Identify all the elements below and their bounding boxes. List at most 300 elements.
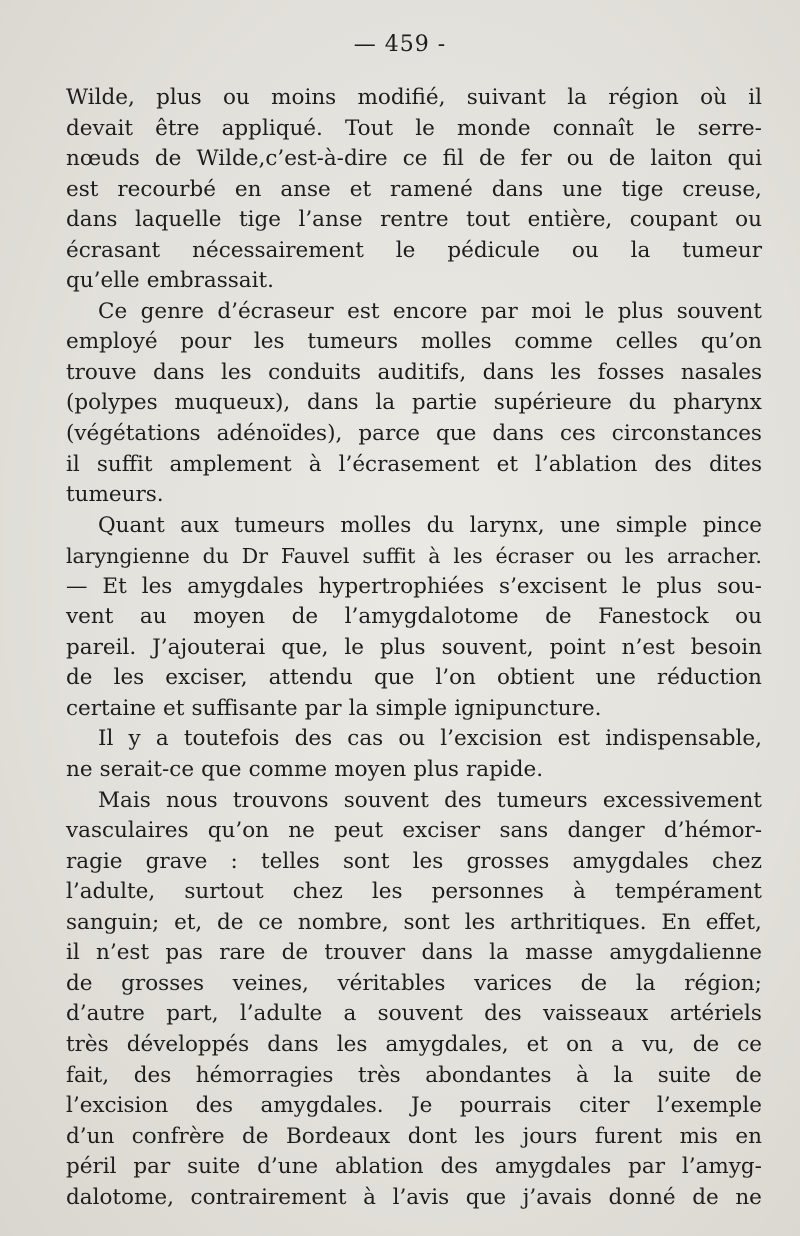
word: les [220,359,252,385]
word: En [661,909,691,935]
word: contrairement [190,1184,347,1210]
text-line [66,969,762,1000]
word: peut [334,818,384,844]
word: souvent [377,1001,463,1027]
word: conduits [268,359,362,385]
word: Il [98,726,114,752]
word: a [155,726,169,752]
word: au [139,604,167,630]
word: et, [174,909,203,935]
word: la [348,695,369,721]
word: l’avis [392,1184,450,1210]
word: amygdales, [385,1031,509,1057]
word: des [133,1062,172,1088]
text-line [66,633,762,664]
word: fait, [66,1062,110,1088]
word: ou [571,237,599,263]
word: donné [608,1184,676,1210]
word: de [66,665,93,691]
word: n’est [621,634,675,660]
text-line [66,602,762,633]
word: par [304,695,342,721]
text-line [66,327,762,358]
word: ragie [66,848,123,874]
word: l’amyg- [681,1154,762,1180]
word: Wilde, [66,85,135,110]
word: pas [165,940,203,966]
word: région; [684,970,762,996]
word: une [562,176,603,202]
text-line [66,1183,762,1214]
word: chez [711,848,762,874]
word: dans [482,359,535,385]
word: le [584,298,605,324]
word: les [464,909,496,935]
word: auditifs, [377,359,467,385]
word: recourbé [117,176,216,202]
word: genre [140,298,204,324]
word: comme [514,329,593,355]
word: creuse, [682,176,762,202]
text-line [66,1152,762,1183]
word: serait-ce [99,757,195,783]
word: dans [307,390,359,416]
word: parce [358,421,420,447]
word: par [628,1154,665,1180]
word: véritables [337,970,446,996]
word: connaît [552,115,634,141]
word: à [573,879,586,905]
text-line [66,938,762,969]
word: vent [66,604,114,630]
word: et [349,176,372,202]
word: personnes [431,879,544,905]
word: mis [679,1123,718,1149]
word: écrasant [66,237,161,263]
word: des [195,1093,234,1119]
word: que [373,665,415,691]
text-line [66,572,762,603]
word: celles [615,329,678,355]
word: ne [66,757,93,783]
word: rapide. [465,757,544,783]
word: du [628,390,657,416]
word: (végétations [66,421,201,447]
text-line [66,908,762,939]
word: écraser [495,544,574,569]
word: grave [145,848,208,874]
word: d’hémor- [663,818,762,844]
word: modifié, [357,85,446,110]
word: serre- [697,115,762,141]
word: monde [456,115,531,141]
word: d’autre [66,1001,145,1027]
word: abondantes [425,1062,552,1088]
word: s’excisent [499,573,607,599]
word: l’anse [298,207,363,233]
word: de [735,1062,762,1088]
word: l’on [435,665,476,691]
word: par [133,1154,171,1180]
word: de [291,604,319,630]
word: grosses [121,970,204,996]
word: comme [248,757,328,783]
word: tout [466,207,511,233]
text-line [66,266,762,297]
word: souvent [343,787,429,813]
word: des [484,1001,522,1027]
word: Je [411,1093,433,1119]
word: dans [491,176,544,202]
word: : [230,848,238,874]
word: fosses [597,359,665,385]
word: Tout [344,115,394,141]
word: de [545,604,572,630]
word: ce [737,1031,762,1057]
word: sans [499,818,549,844]
word: très [358,1062,401,1088]
text-line [66,297,762,328]
word: exciser, [165,665,248,691]
word: du [202,544,229,569]
word: moi [531,298,572,324]
word: grosses [466,848,550,874]
word: souvent, [441,634,534,660]
word: l’excision [440,726,543,752]
word: tumeurs [496,787,588,813]
word: le [415,115,435,141]
word: les [474,1123,506,1149]
text-line [66,877,762,908]
word: que, [281,634,329,660]
word: ce [258,909,284,935]
word: est [66,176,99,202]
text-line [66,480,762,511]
word: coupant [629,207,718,233]
word: ce [402,146,428,172]
word: une [595,665,636,691]
word: furent [594,1123,663,1149]
text-line [66,144,762,175]
word: attendu [268,665,353,691]
word: plus [156,85,202,110]
text-line [66,816,762,847]
word: une [559,512,601,538]
word: amygdalienne [609,940,762,966]
word: développés [126,1031,250,1057]
word: part, [166,1001,219,1027]
word: la [635,970,656,996]
text-line [66,388,762,419]
word: des [444,787,482,813]
word: plus [380,634,426,660]
word: à [363,1184,376,1210]
word: adénoïdes), [216,421,343,447]
word: surtout [184,879,264,905]
word: de [608,146,636,172]
word: et [526,1031,549,1057]
text-line [66,663,762,694]
word: Dr [241,544,269,569]
word: on [566,1031,593,1057]
word: l’amygdalotome [344,604,519,630]
word: par [480,298,518,324]
word: les [453,544,483,569]
word: il [66,451,80,477]
word: est [347,298,380,324]
word: certaine [66,695,156,721]
word: vaisseaux [542,1001,649,1027]
text-line [66,205,762,236]
word: de [154,146,182,172]
word: d’écraseur [217,298,334,324]
body-text [66,83,762,1213]
word: varices [474,970,552,996]
text-line [66,236,762,267]
word: Fauvel [280,544,350,569]
word: partie [411,390,477,416]
text-line [66,999,762,1030]
text-line [66,114,762,145]
word: plus [413,757,459,783]
word: excessivement [602,787,762,813]
word: qu’on [700,329,762,355]
word: confrère [131,1123,225,1149]
text-line [66,786,762,817]
word: simple [375,695,448,721]
word: a [610,1031,624,1057]
word: tige [238,207,281,233]
word: trouvons [232,787,329,813]
word: exciser [402,818,481,844]
word: suffit [96,451,153,477]
word: les [550,359,582,385]
text-line [66,541,762,572]
text-line [66,83,762,114]
word: suite [187,1154,241,1180]
word: l’adulte [239,1001,323,1027]
word: de [692,1031,720,1057]
word: région [608,85,679,110]
word: en [735,1123,762,1149]
word: ou [222,85,250,110]
word: dans [267,1031,319,1057]
word: dans [421,940,473,966]
word: dans [66,207,118,233]
word: nécessairement [192,237,364,263]
word: laiton [650,146,713,172]
word: obtient [496,665,575,691]
word: besoin [690,634,762,660]
word: fer [520,146,552,172]
word: dites [708,451,762,477]
word: les [412,848,444,874]
word: de [281,940,309,966]
word: dalotome, [66,1184,174,1210]
word: supérieure [493,390,612,416]
word: amplement [169,451,292,477]
text-line [66,1122,762,1153]
word: embrassait. [146,268,274,294]
word: où [700,85,727,110]
word: amygdales [187,573,304,599]
word: l’ablation [535,451,638,477]
word: et [496,451,518,477]
word: nous [165,787,218,813]
word: sanguin; [66,909,160,935]
word: en [234,176,262,202]
word: ou [735,604,762,630]
word: suffit [362,544,416,569]
word: dans [492,421,544,447]
word: des [294,726,333,752]
word: devait [66,115,133,141]
word: larynx, [469,512,545,538]
word: chez [292,879,343,905]
text-line [66,450,762,481]
word: jours [522,1123,578,1149]
word: tumeur [682,237,762,263]
word: Bordeaux [286,1123,391,1149]
word: y [128,726,141,752]
word: hypertrophiées [318,573,485,599]
word: qu’on [207,818,270,844]
word: d’une [257,1154,319,1180]
word: tempérament [615,879,762,905]
word: les [253,329,285,355]
word: que [201,757,242,783]
word: pharynx [673,390,762,416]
word: tumeurs. [66,482,164,508]
word: vu, [641,1031,675,1057]
word: ou [566,146,594,172]
word: la [630,237,651,263]
word: la [567,85,587,110]
word: Wilde,c’est-à-dire [196,146,388,172]
word: de [580,970,608,996]
word: à [576,1062,589,1088]
word: amygdales [494,1154,612,1180]
text-line [66,511,762,542]
word: simple [615,512,688,538]
word: ramené [390,176,473,202]
word: amygdales [572,848,689,874]
word: de [692,1184,719,1210]
word: circonstances [611,421,762,447]
text-line [66,358,762,389]
word: entière, [527,207,613,233]
word: à [428,544,441,569]
word: ignipuncture. [454,695,602,721]
word: danger [567,818,645,844]
word: aux [180,512,219,538]
text-line [66,175,762,206]
word: ces [559,421,596,447]
text-line [66,1030,762,1061]
word: péril [66,1154,117,1180]
word: pédicule [447,237,540,263]
word: tumeurs [234,512,326,538]
word: pourrais [459,1093,552,1119]
word: Quant [98,512,165,538]
word: et [163,695,185,721]
word: masse [525,940,594,966]
word: de [66,970,93,996]
word: la [375,390,396,416]
word: de [479,146,506,172]
word: anse [280,176,331,202]
word: amygdales. [260,1093,384,1119]
word: du [426,512,455,538]
word: les [113,665,145,691]
word: employé [66,329,158,355]
word: tumeurs [307,329,399,355]
word: plus [617,298,664,324]
word: tige [621,176,664,202]
word: indispensable, [605,726,762,752]
word: ou [735,207,762,233]
word: plus [656,573,702,599]
word: — [66,573,88,599]
word: molles [420,329,492,355]
word: très [66,1031,109,1057]
word: l’exemple [656,1093,762,1119]
word: l’adulte, [66,879,156,905]
word: suivant [466,85,546,110]
word: la [613,1062,634,1088]
word: ablation [335,1154,424,1180]
word: rare [219,940,266,966]
word: dans [153,359,205,385]
word: laquelle [134,207,222,233]
word: hémorragies [195,1062,334,1088]
word: vasculaires [66,818,189,844]
word: a [343,1001,357,1027]
word: les [624,544,655,569]
word: trouve [66,359,137,385]
word: il [66,940,80,966]
word: moyen [334,757,407,783]
word: appliqué. [221,115,323,141]
word: les [336,1031,368,1057]
word: les [371,879,403,905]
word: réduction [656,665,762,691]
word: n’est [96,940,150,966]
text-line [66,755,762,786]
word: pince [702,512,762,538]
word: arracher. [666,544,762,569]
text-line [66,1061,762,1092]
word: nœuds [66,146,140,172]
word: (polypes [66,390,158,416]
word: dont [407,1123,457,1149]
word: muqueux), [174,390,291,416]
word: molles [340,512,412,538]
word: veines, [232,970,309,996]
word: nasales [680,359,762,385]
word: de [242,1123,269,1149]
word: ne [288,818,315,844]
word: moyen [193,604,266,630]
word: artériels [669,1001,762,1027]
word: qu’elle [66,268,140,294]
word: fil [442,146,464,172]
word: j’avais [522,1184,592,1210]
word: Ce [98,298,128,324]
word: il [748,85,762,110]
text-line [66,1091,762,1122]
word: que [436,421,477,447]
